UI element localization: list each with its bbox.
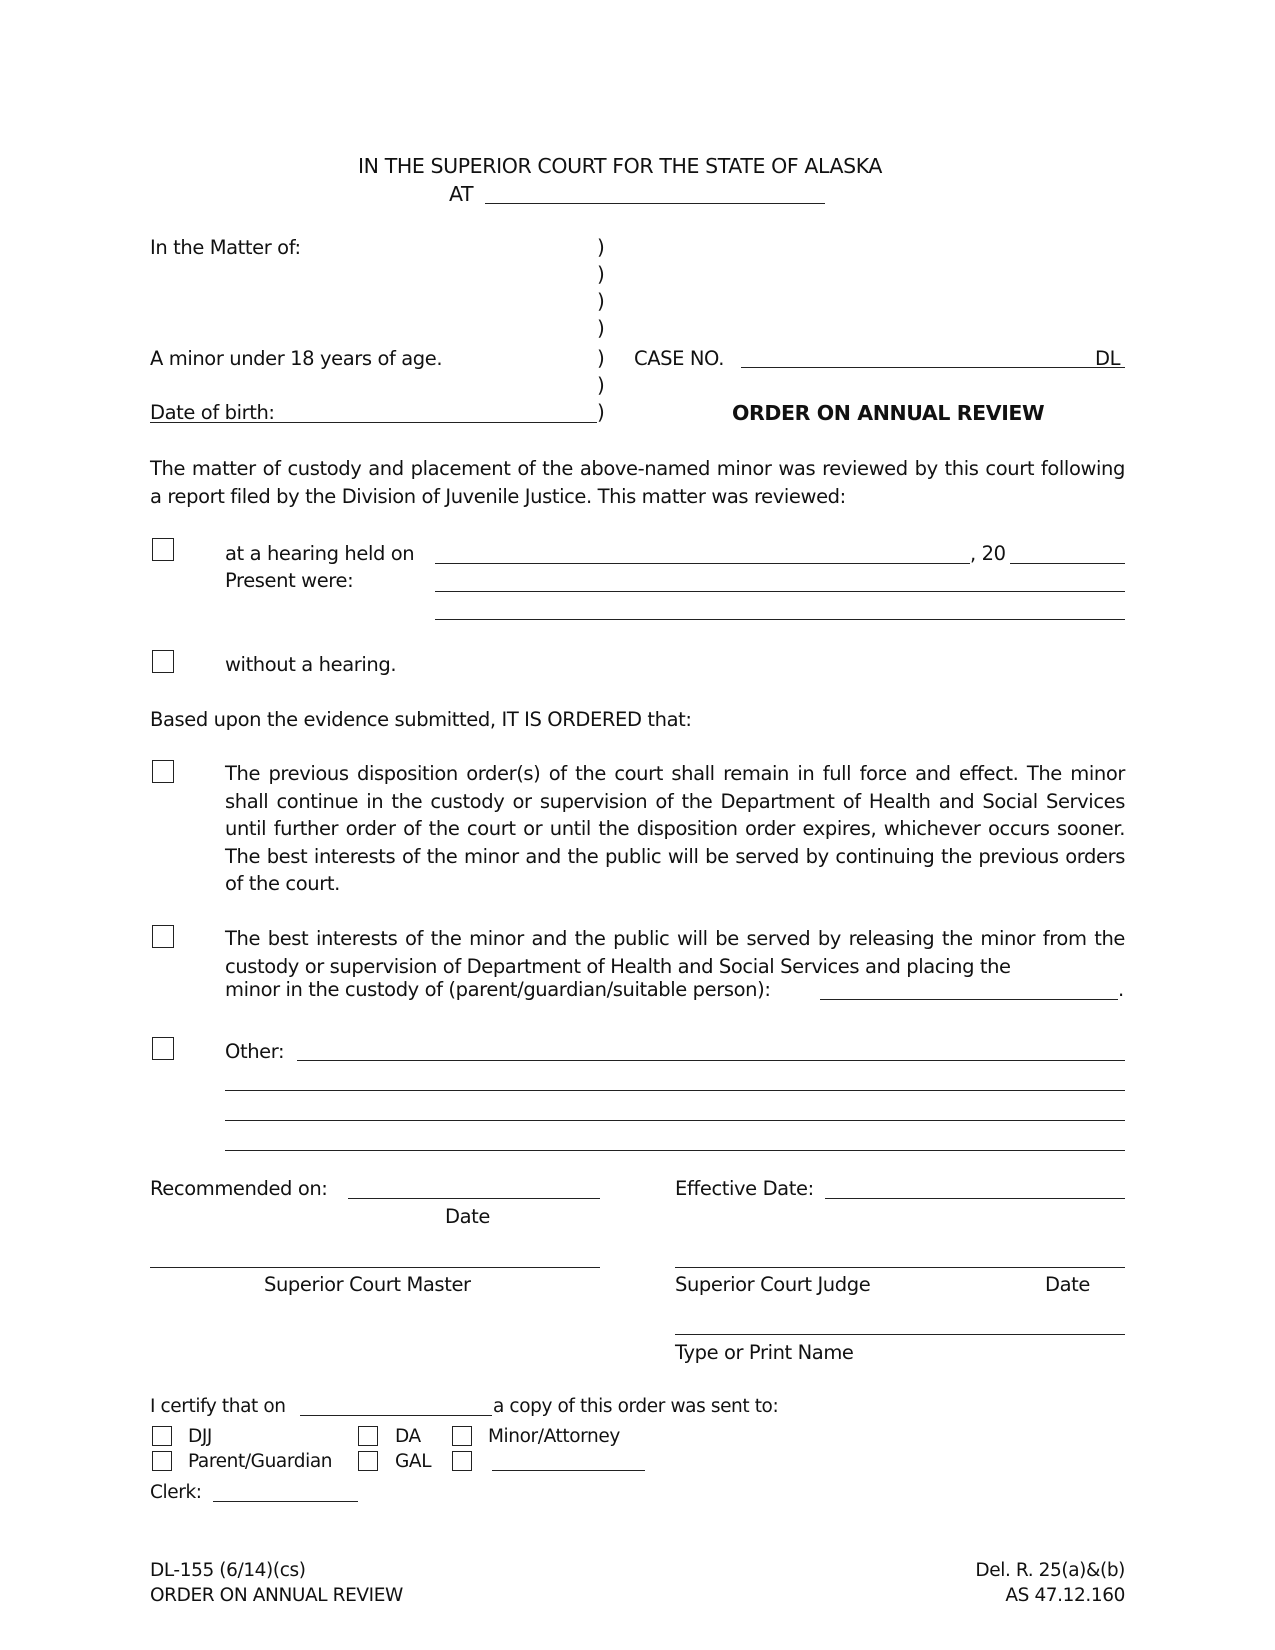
- minor-attorney-checkbox[interactable]: [452, 1426, 472, 1446]
- year-prefix: , 20: [970, 542, 1006, 565]
- release-period: .: [1118, 978, 1124, 1001]
- judge-date-label: Date: [1045, 1273, 1091, 1296]
- statute-reference: AS 47.12.160: [1005, 1585, 1125, 1606]
- caption-paren: ): [597, 400, 605, 424]
- case-no-field[interactable]: [741, 367, 1125, 368]
- form-title: ORDER ON ANNUAL REVIEW: [150, 1585, 403, 1606]
- intro-paragraph: The matter of custody and placement of the above-named minor was reviewed by this court following a report filed by the Division of Juvenile Justice. This matter was reviewed:: [150, 457, 1125, 508]
- no-hearing-label: without a hearing.: [225, 653, 397, 676]
- present-label: Present were:: [225, 569, 354, 592]
- other-field-3[interactable]: [225, 1120, 1125, 1121]
- dob-label: Date of birth:: [150, 401, 275, 424]
- release-order-text: The best interests of the minor and the public will be served by releasing the minor from the custody or supervision of Department of Health and Social Services and placing the: [225, 927, 1125, 978]
- clerk-label: Clerk:: [150, 1482, 202, 1503]
- continue-order-checkbox[interactable]: [152, 760, 174, 783]
- present-field-2[interactable]: [435, 619, 1125, 620]
- hearing-date-field[interactable]: [435, 563, 970, 564]
- hearing-year-field[interactable]: [1010, 563, 1125, 564]
- da-checkbox[interactable]: [358, 1426, 378, 1446]
- gal-label: GAL: [395, 1451, 432, 1472]
- recommended-date-field[interactable]: [348, 1198, 600, 1199]
- judge-label: Superior Court Judge: [675, 1273, 871, 1296]
- caption-paren: ): [597, 373, 605, 397]
- no-hearing-checkbox[interactable]: [152, 650, 174, 673]
- other-label: Other:: [225, 1040, 285, 1063]
- master-signature-field[interactable]: [150, 1267, 600, 1268]
- certify-date-field[interactable]: [300, 1415, 492, 1416]
- parent-guardian-label: Parent/Guardian: [188, 1451, 333, 1472]
- other-field-2[interactable]: [225, 1090, 1125, 1091]
- continue-order-text: The previous disposition order(s) of the court shall remain in full force and effect. The minor shall continue in the custody or supervision of the Department of Health and Social Services until further order of the court or until the disposition order expires, whichever occurs sooner. The best interests of the minor and the public will be served by continuing the previous orders of the court.: [225, 762, 1125, 895]
- parent-guardian-checkbox[interactable]: [152, 1451, 172, 1471]
- form-number: DL-155 (6/14)(cs): [150, 1560, 306, 1581]
- other-field-4[interactable]: [225, 1150, 1125, 1151]
- other-field-1[interactable]: [297, 1060, 1125, 1061]
- order-intro: Based upon the evidence submitted, IT IS ORDERED that:: [150, 708, 692, 731]
- recommended-date-caption: Date: [445, 1205, 491, 1228]
- matter-label: In the Matter of:: [150, 236, 301, 259]
- djj-checkbox[interactable]: [152, 1426, 172, 1446]
- custodian-field[interactable]: [820, 999, 1118, 1000]
- other-recipient-checkbox[interactable]: [452, 1451, 472, 1471]
- effective-date-label: Effective Date:: [675, 1177, 814, 1200]
- court-title: IN THE SUPERIOR COURT FOR THE STATE OF ALASKA: [358, 154, 883, 178]
- caption-paren: ): [597, 289, 605, 313]
- minor-attorney-label: Minor/Attorney: [488, 1426, 620, 1447]
- other-order-checkbox[interactable]: [152, 1037, 174, 1060]
- effective-date-field[interactable]: [825, 1198, 1125, 1199]
- minor-label: A minor under 18 years of age.: [150, 347, 443, 370]
- hearing-label: at a hearing held on: [225, 542, 415, 565]
- other-recipient-field[interactable]: [492, 1470, 645, 1471]
- dob-field[interactable]: [150, 422, 597, 423]
- case-no-label: CASE NO.: [634, 347, 724, 370]
- release-order-text-line2: minor in the custody of (parent/guardian/suitable person):: [225, 978, 771, 1001]
- djj-label: DJJ: [188, 1426, 212, 1447]
- caption-paren: ): [597, 316, 605, 340]
- print-name-field[interactable]: [675, 1334, 1125, 1335]
- court-location-field[interactable]: [485, 203, 825, 204]
- certify-suffix: a copy of this order was sent to:: [493, 1396, 779, 1417]
- certify-prefix: I certify that on: [150, 1396, 286, 1417]
- caption-paren: ): [597, 235, 605, 259]
- print-name-label: Type or Print Name: [675, 1341, 854, 1364]
- gal-checkbox[interactable]: [358, 1451, 378, 1471]
- caption-paren: ): [597, 262, 605, 286]
- release-order-checkbox[interactable]: [152, 925, 174, 948]
- rule-reference: Del. R. 25(a)&(b): [975, 1560, 1125, 1581]
- judge-signature-field[interactable]: [675, 1267, 1125, 1268]
- recommended-label: Recommended on:: [150, 1177, 328, 1200]
- master-label: Superior Court Master: [264, 1273, 471, 1296]
- caption-paren: ): [597, 346, 605, 370]
- present-field-1[interactable]: [435, 591, 1125, 592]
- da-label: DA: [395, 1426, 421, 1447]
- at-label: AT: [449, 182, 474, 206]
- document-title: ORDER ON ANNUAL REVIEW: [732, 401, 1045, 425]
- case-suffix: DL: [1095, 347, 1121, 370]
- hearing-checkbox[interactable]: [152, 538, 174, 561]
- clerk-field[interactable]: [213, 1501, 358, 1502]
